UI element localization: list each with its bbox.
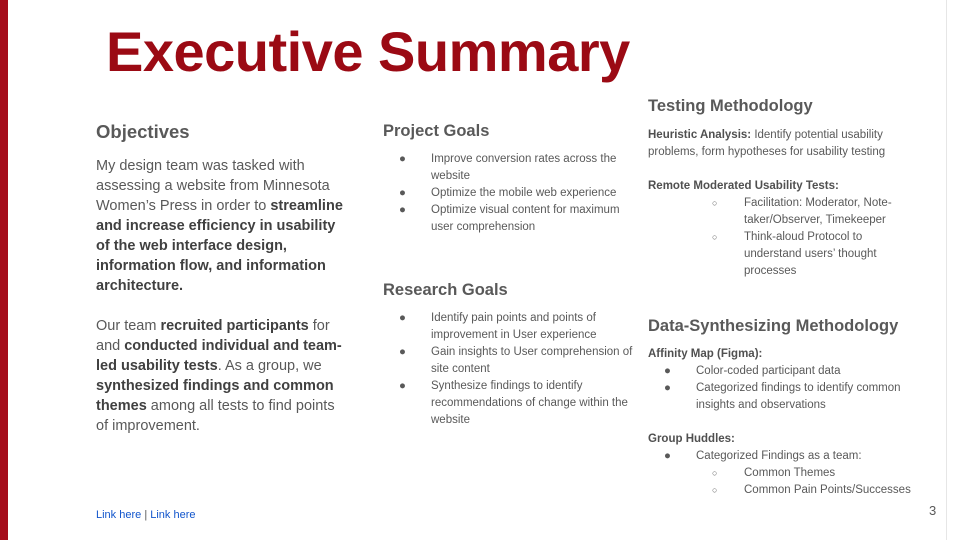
list-item [648, 448, 938, 465]
project-goals-list [383, 151, 633, 236]
list-item [648, 363, 938, 380]
list-item-text: Optimize visual content for maximum user comprehension [431, 204, 620, 233]
list-item-text: Facilitation: Moderator, Note-taker/Observer, Timekeeper [744, 197, 892, 226]
list-item [648, 380, 938, 414]
emphasis-text: streamline and increase efficiency in usability of the web interface design, information flow, and information architecture. [96, 198, 343, 294]
objectives-paragraph-1 [96, 156, 346, 296]
link-separator: | [141, 509, 151, 521]
bullet-icon: ● [399, 153, 406, 165]
bullet-icon: ● [664, 450, 671, 462]
heuristic-label: Heuristic Analysis: [648, 129, 752, 141]
list-item-text: Color-coded participant data [696, 365, 841, 377]
list-item [383, 185, 633, 202]
list-item [696, 229, 916, 280]
project-goals-heading: Project Goals [383, 122, 490, 140]
list-item-text: Think-aloud Protocol to understand users’ thought processes [744, 231, 877, 277]
bullet-icon: ● [664, 365, 671, 377]
list-item [696, 465, 916, 482]
list-item [383, 151, 633, 185]
list-item-text: Identify pain points and points of improvement in User experience [431, 312, 597, 341]
list-item-text: Common Themes [744, 467, 836, 479]
bullet-icon: ● [399, 187, 406, 199]
accent-bar [0, 0, 8, 540]
list-item [696, 482, 916, 499]
slide-edge-divider [946, 0, 947, 540]
circle-bullet-icon: ○ [712, 198, 718, 208]
bullet-icon: ● [399, 380, 406, 392]
list-item [696, 195, 916, 229]
bullet-icon: ● [664, 382, 671, 394]
group-huddles-list [648, 448, 938, 465]
research-goals-heading: Research Goals [383, 281, 508, 299]
text-run: My design team was tasked with assessing a website from Minnesota Women’s Press in order to [96, 158, 330, 214]
list-item [383, 344, 633, 378]
testing-methodology-heading: Testing Methodology [648, 97, 813, 115]
affinity-map-label [648, 346, 762, 363]
page-title: Executive Summary [106, 20, 630, 83]
affinity-map-list [648, 363, 938, 414]
list-item-text: Common Pain Points/Successes [744, 484, 911, 496]
emphasis-text: conducted individual and team-led usability tests [96, 338, 342, 374]
circle-bullet-icon: ○ [712, 468, 718, 478]
list-item [383, 310, 633, 344]
text-run: for and [96, 318, 330, 354]
heuristic-analysis [648, 127, 918, 161]
remote-tests-label [648, 178, 839, 195]
objectives-heading: Objectives [96, 121, 190, 142]
list-item-text: Synthesize findings to identify recommendations of change within the website [431, 380, 628, 426]
group-huddles-sublist [696, 465, 916, 499]
list-item-text: Gain insights to User comprehension of site content [431, 346, 633, 375]
emphasis-text: recruited participants [160, 318, 309, 334]
group-huddles-label-text: Group Huddles: [648, 433, 735, 445]
list-item-text: Categorized Findings as a team: [696, 450, 862, 462]
research-goals-list [383, 310, 633, 429]
list-item-text: Categorized findings to identify common insights and observations [696, 382, 901, 411]
circle-bullet-icon: ○ [712, 232, 718, 242]
list-item-text: Improve conversion rates across the website [431, 153, 617, 182]
list-item [383, 378, 633, 429]
list-item-text: Optimize the mobile web experience [431, 187, 617, 199]
bullet-icon: ● [399, 346, 406, 358]
footer-links [96, 509, 196, 521]
link-1[interactable]: Link here [96, 509, 142, 521]
group-huddles-label [648, 431, 735, 448]
link-2[interactable]: Link here [150, 509, 196, 521]
bullet-icon: ● [399, 204, 406, 216]
text-run: Our team [96, 318, 161, 334]
remote-tests-label-text: Remote Moderated Usability Tests: [648, 180, 839, 192]
text-run: among all tests to find points of improvement. [96, 398, 335, 434]
text-run: . As a group, we [217, 358, 322, 374]
page-number: 3 [929, 503, 937, 518]
emphasis-text: synthesized findings and common themes [96, 378, 334, 414]
circle-bullet-icon: ○ [712, 485, 718, 495]
data-synthesizing-heading: Data-Synthesizing Methodology [648, 317, 899, 335]
objectives-paragraph-2 [96, 316, 346, 436]
bullet-icon: ● [399, 312, 406, 324]
affinity-map-label-text: Affinity Map (Figma): [648, 348, 763, 360]
remote-tests-list [696, 195, 916, 280]
list-item [383, 202, 633, 236]
heuristic-text: Identify potential usability problems, form hypotheses for usability testing [648, 129, 886, 158]
